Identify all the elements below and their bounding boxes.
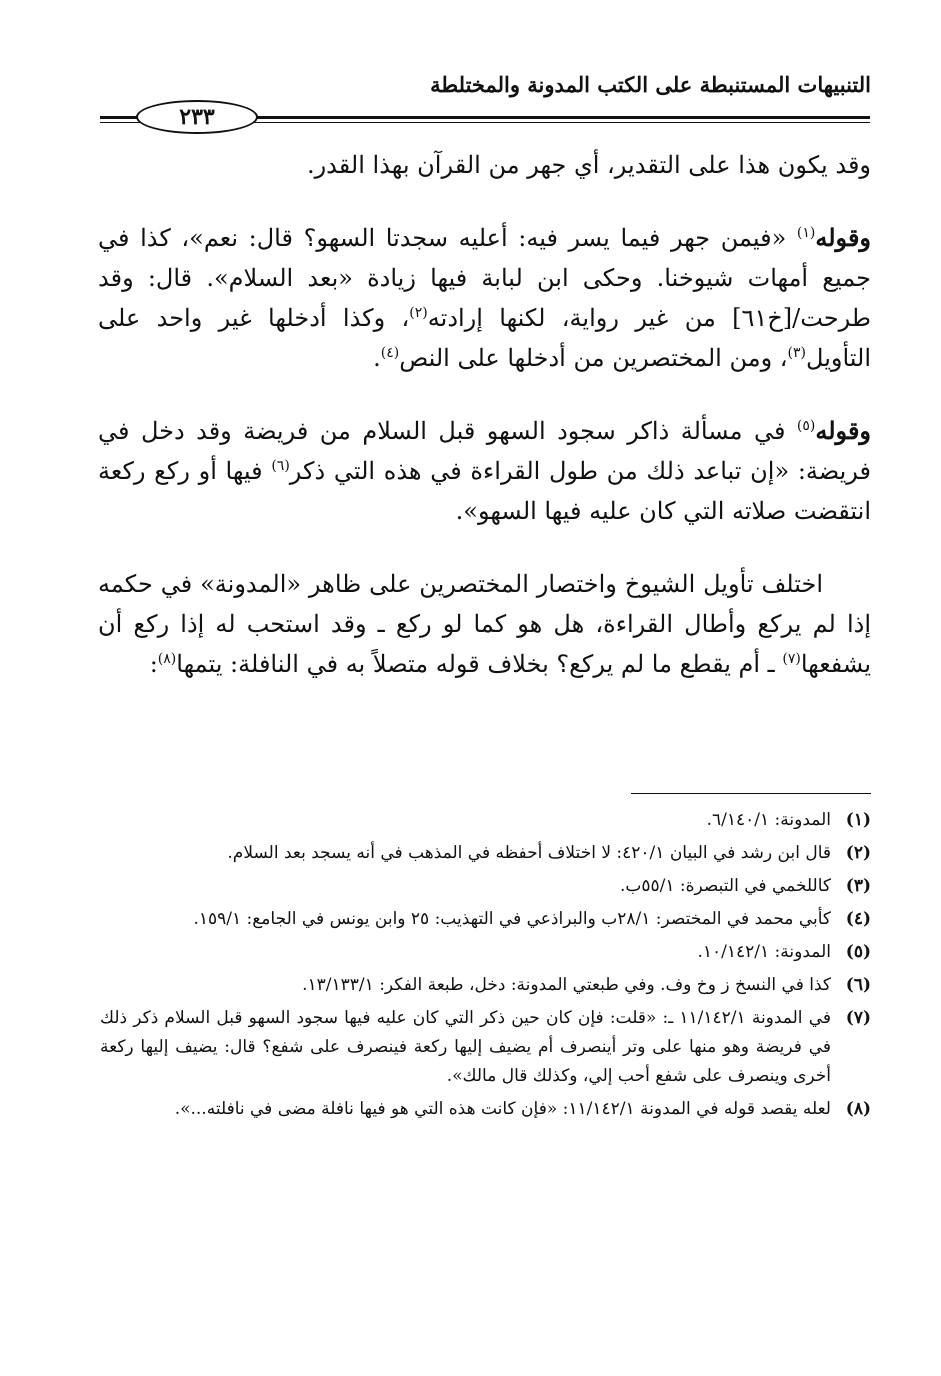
footnote-text: قال ابن رشد في البيان ٤٢٠/١: لا اختلاف أحفظه في المذهب في أنه يسجد بعد السلام. <box>227 843 831 863</box>
footnote-ref: (٢) <box>409 305 428 321</box>
footnote <box>100 905 871 934</box>
lead-word: وقوله <box>815 223 871 252</box>
footnote-text: كاللخمي في التبصرة: ٥٥/١ب. <box>619 876 831 896</box>
paragraph-3 <box>98 411 871 531</box>
footnote-text: المدونة: ٦/١٤٠/١. <box>706 810 831 830</box>
footnote-number: (٤) <box>845 909 871 929</box>
footnote <box>100 839 871 868</box>
paragraph-2 <box>98 218 871 378</box>
footnote-ref: (٦) <box>271 458 290 474</box>
footnote-ref: (٤) <box>380 345 400 361</box>
paragraph-text: : <box>149 650 158 678</box>
footnote-ref: (١) <box>796 225 816 241</box>
footnote-number: (٧) <box>845 1008 871 1028</box>
footnote <box>100 938 871 967</box>
lead-word: وقوله <box>815 416 871 445</box>
header-rule <box>100 100 870 130</box>
footnote-ref: (٧) <box>782 651 801 667</box>
footnote-ref: (٥) <box>796 418 816 434</box>
paragraph-1: وقد يكون هذا على التقدير، أي جهر من القرآن بهذا القدر. <box>306 151 871 179</box>
paragraph-text: ، ومن المختصرين من أدخلها على النص <box>399 344 788 372</box>
paragraph-text: اختلف تأويل الشيوخ واختصار المختصرين على ظاهر «المدونة» في حكمه إذا لم يركع وأطال القراءة، هل هو كما لو ركع ـ وقد استحب له إذا ركع أن يشفعها <box>98 570 871 678</box>
footnote-number: (٢) <box>845 843 871 863</box>
paragraph-text: في مسألة ذاكر سجود السهو قبل السلام من فريضة وقد دخل في فريضة: «إن تباعد ذلك من طول القراءة في هذه التي ذكر <box>98 417 871 485</box>
footnote <box>100 1004 871 1091</box>
footnote-text: كأبي محمد في المختصر: ٢٨/١ب والبراذعي في التهذيب: ٢٥ وابن يونس في الجامع: ١٥٩/١. <box>193 909 831 929</box>
footnote <box>100 1095 871 1124</box>
footnote <box>100 806 871 835</box>
footnote-text: لعله يقصد قوله في المدونة ١١/١٤٢/١: «فإن كانت هذه التي هو فيها نافلة مضى في نافلته...». <box>174 1099 831 1119</box>
footnote-number: (٥) <box>845 942 871 962</box>
paragraph-text: ـ أم يقطع ما لم يركع؟ بخلاف قوله متصلاً به في النافلة: يتمها <box>176 650 783 678</box>
paragraph-text: . <box>373 344 381 372</box>
footnote-ref: (٣) <box>787 345 807 361</box>
footnote-number: (٦) <box>845 975 871 995</box>
footnote-text: المدونة: ١٠/١٤٢/١. <box>697 942 831 962</box>
paragraph-text: ، وكذا أدخلها غير واحد على التأويل <box>98 304 871 372</box>
running-title: التنبيهات المستنبطة على الكتب المدونة والمختلطة <box>430 72 871 97</box>
footnote-separator <box>631 793 871 794</box>
footnote-ref: (٨) <box>157 651 177 667</box>
footnote <box>100 971 871 1000</box>
footnote-number: (١) <box>845 810 871 830</box>
footnotes <box>100 806 871 1128</box>
footnote-number: (٨) <box>845 1099 871 1119</box>
footnote-text: في المدونة ١١/١٤٢/١ ـ: «قلت: فإن كان حين ذكر التي كان عليه فيها سجود السهو قبل السلام ذكر ذلك في فريضة وهو منها على وتر أينصرف أم يضيف إليها ركعة فينصرف على شفع؟ قال: يضيف إليها ركعة أخرى وينصرف على شفع أحب إلي، وكذلك قال مالك». <box>100 1008 831 1086</box>
paragraph-text: فيها أو ركع ركعة انتقضت صلاته التي كان عليه فيها السهو». <box>98 457 871 525</box>
main-text <box>98 145 871 684</box>
paragraph-4 <box>98 564 871 684</box>
page-number-badge: ٢٣٣ <box>136 100 258 134</box>
footnote-number: (٣) <box>845 876 871 896</box>
footnote-text: كذا في النسخ ز وخ وف. وفي طبعتي المدونة: دخل، طبعة الفكر: ١٣/١٣٣/١. <box>302 975 831 995</box>
footnote <box>100 872 871 901</box>
paragraph-text: «فيمن جهر فيما يسر فيه: أعليه سجدتا السهو؟ قال: نعم»، كذا في جميع أمهات شيوخنا. وحكى ابن لبابة فيها زيادة «بعد السلام». قال: وقد طرحت/[خ٦١] من غير رواية، لكنها إرادته <box>98 224 871 332</box>
